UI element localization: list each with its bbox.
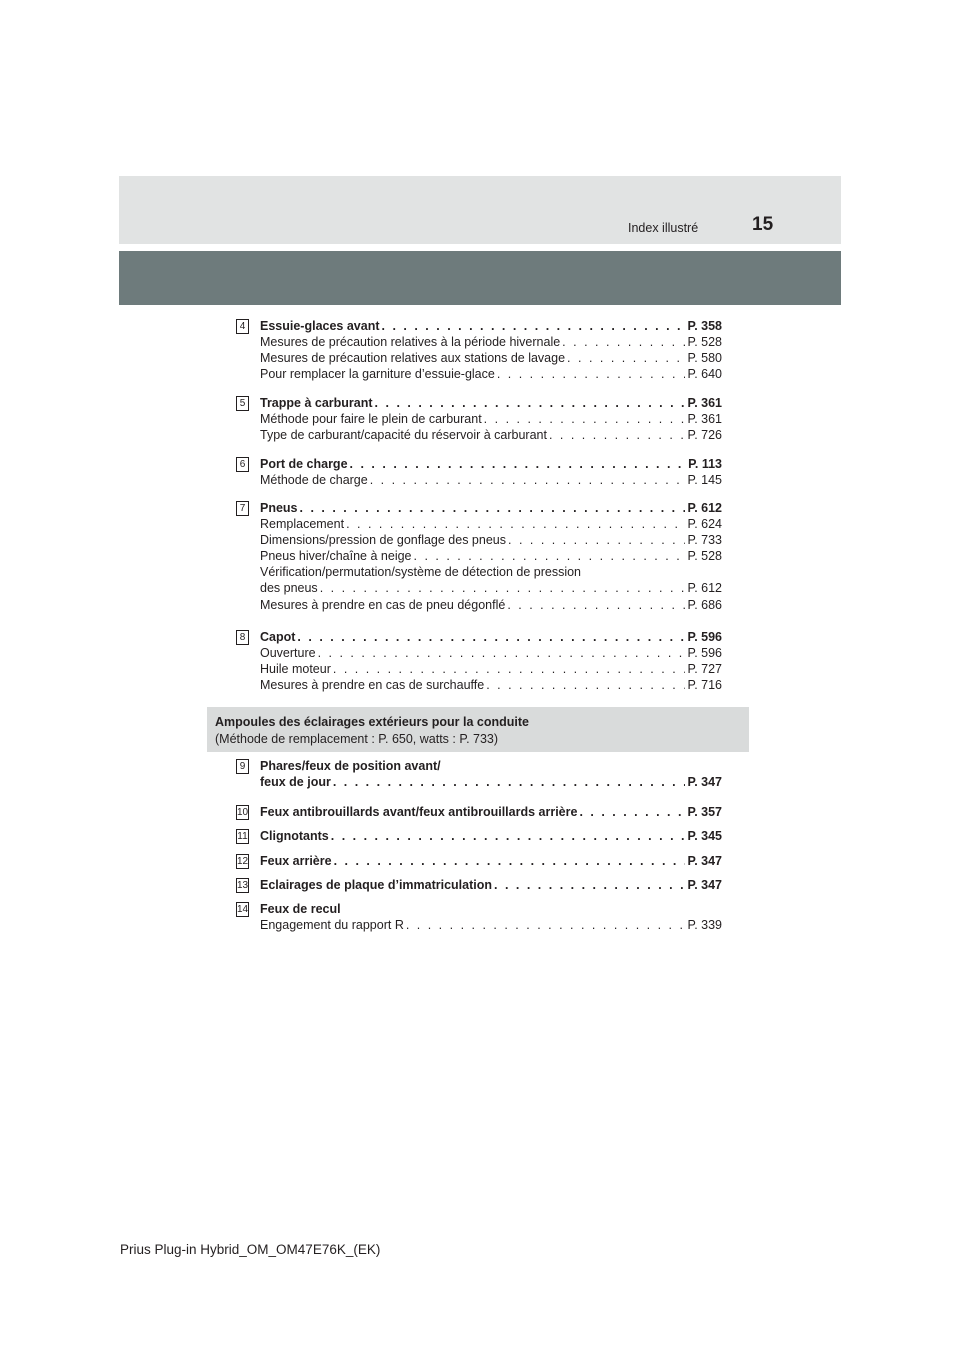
banner-title: Ampoules des éclairages extérieurs pour la conduite bbox=[215, 715, 529, 729]
entry-heading bbox=[260, 500, 722, 516]
index-entry bbox=[236, 804, 722, 820]
entry-heading bbox=[260, 629, 722, 645]
page-reference: P. 113 bbox=[688, 457, 722, 471]
entry-label: Vérification/permutation/système de détection de pression bbox=[260, 565, 582, 580]
page-reference: P. 624 bbox=[687, 517, 722, 532]
header-band bbox=[119, 176, 841, 244]
entry-heading bbox=[260, 456, 722, 472]
entry-label: Engagement du rapport R bbox=[260, 918, 404, 933]
entry-heading bbox=[260, 804, 722, 820]
leader-dots bbox=[370, 472, 686, 488]
page-reference: P. 727 bbox=[687, 662, 722, 677]
leader-dots bbox=[333, 774, 686, 790]
page-reference: P. 528 bbox=[687, 549, 722, 564]
leader-dots bbox=[494, 877, 685, 893]
entry-label: Mesures à prendre en cas de pneu dégonflé bbox=[260, 597, 506, 612]
callout-number-icon: 9 bbox=[236, 759, 249, 774]
leader-dots bbox=[414, 548, 686, 564]
entry-heading bbox=[260, 758, 722, 774]
entry-heading bbox=[260, 877, 722, 893]
page-reference: P. 596 bbox=[687, 630, 722, 644]
entry-label: Eclairages de plaque d’immatriculation bbox=[260, 878, 493, 892]
callout-number-icon: 12 bbox=[237, 856, 249, 867]
entry-label: Méthode de charge bbox=[260, 473, 368, 488]
page-reference: P. 361 bbox=[687, 412, 722, 427]
callout-number-icon: 5 bbox=[236, 396, 249, 411]
entry-label: Pneus bbox=[260, 501, 298, 515]
bulb-banner bbox=[207, 707, 749, 752]
page-reference: P. 528 bbox=[687, 335, 722, 350]
page-reference: P. 345 bbox=[687, 829, 722, 843]
entry-label: Mesures de précaution relatives aux stations de lavage bbox=[260, 351, 566, 366]
callout-number-icon: 14 bbox=[237, 904, 249, 915]
page-reference: P. 716 bbox=[687, 678, 722, 693]
index-entry bbox=[236, 828, 722, 844]
page-reference: P. 347 bbox=[687, 878, 722, 892]
entry-heading bbox=[260, 318, 722, 334]
entry-subitem bbox=[260, 516, 722, 532]
entry-heading bbox=[260, 828, 722, 844]
entry-label: Feux arrière bbox=[260, 854, 332, 868]
page-reference: P. 347 bbox=[687, 854, 722, 868]
index-entry bbox=[236, 629, 722, 693]
entry-label: Mesures à prendre en cas de surchauffe bbox=[260, 678, 485, 693]
leader-dots bbox=[382, 318, 686, 334]
page-reference: P. 612 bbox=[687, 581, 722, 596]
index-entry bbox=[236, 500, 722, 613]
entry-label: Mesures de précaution relatives à la période hivernale bbox=[260, 335, 561, 350]
page-reference: P. 357 bbox=[687, 805, 722, 819]
entry-subitem bbox=[260, 472, 722, 488]
leader-dots bbox=[333, 661, 686, 677]
entry-subitem bbox=[260, 334, 722, 350]
leader-dots bbox=[297, 629, 685, 645]
callout-number-icon: 8 bbox=[236, 630, 249, 645]
leader-dots bbox=[497, 366, 686, 382]
index-entry bbox=[236, 901, 722, 933]
callout-number-icon: 10 bbox=[237, 807, 249, 818]
page-reference: P. 347 bbox=[687, 775, 722, 790]
page-reference: P. 361 bbox=[687, 396, 722, 410]
entry-subitem bbox=[260, 645, 722, 661]
page-number: 15 bbox=[752, 214, 774, 235]
callout-number-icon: 13 bbox=[237, 880, 249, 891]
entry-label: Méthode pour faire le plein de carburant bbox=[260, 412, 482, 427]
entry-subitem bbox=[260, 532, 722, 548]
page-reference: P. 686 bbox=[687, 597, 722, 612]
entry-subitem bbox=[260, 917, 722, 933]
leader-dots bbox=[484, 411, 686, 427]
leader-dots bbox=[486, 677, 685, 693]
entry-label: Type de carburant/capacité du réservoir à carburant bbox=[260, 428, 547, 443]
entry-subitem bbox=[260, 564, 722, 580]
leader-dots bbox=[507, 597, 685, 613]
entry-label: Feux antibrouillards avant/feux antibrouillards arrière bbox=[260, 805, 578, 819]
leader-dots bbox=[508, 532, 685, 548]
page-reference: P. 145 bbox=[687, 473, 722, 488]
entry-label: Feux de recul bbox=[260, 902, 341, 916]
callout-number-icon: 6 bbox=[236, 457, 249, 472]
callout-number-icon: 4 bbox=[236, 319, 249, 334]
entry-label: Dimensions/pression de gonflage des pneus bbox=[260, 533, 506, 548]
entry-subitem bbox=[260, 548, 722, 564]
entry-label: Phares/feux de position avant/ bbox=[260, 759, 441, 773]
index-entry bbox=[236, 456, 722, 488]
entry-label: Essuie-glaces avant bbox=[260, 319, 380, 333]
entry-heading bbox=[260, 774, 722, 790]
entry-label: Ouverture bbox=[260, 646, 316, 661]
leader-dots bbox=[346, 516, 685, 532]
entry-label: Huile moteur bbox=[260, 662, 331, 677]
entry-subitem bbox=[260, 427, 722, 443]
leader-dots bbox=[320, 580, 686, 596]
page-reference: P. 726 bbox=[687, 428, 722, 443]
entry-heading bbox=[260, 853, 722, 869]
index-entry bbox=[236, 877, 722, 893]
entry-label: Capot bbox=[260, 630, 296, 644]
callout-number-icon: 11 bbox=[237, 831, 248, 842]
entry-label: Port de charge bbox=[260, 457, 348, 471]
entry-subitem bbox=[260, 366, 722, 382]
index-entry bbox=[236, 395, 722, 443]
entry-subitem bbox=[260, 350, 722, 366]
leader-dots bbox=[334, 853, 686, 869]
entry-heading bbox=[260, 901, 722, 917]
leader-dots bbox=[318, 645, 686, 661]
leader-dots bbox=[331, 828, 686, 844]
page-reference: P. 580 bbox=[687, 351, 722, 366]
page-reference: P. 358 bbox=[687, 319, 722, 333]
leader-dots bbox=[567, 350, 685, 366]
leader-dots bbox=[562, 334, 685, 350]
page-reference: P. 640 bbox=[687, 367, 722, 382]
entry-label: Pour remplacer la garniture d’essuie-glace bbox=[260, 367, 495, 382]
page-reference: P. 596 bbox=[687, 646, 722, 661]
leader-dots bbox=[375, 395, 686, 411]
entry-label: Trappe à carburant bbox=[260, 396, 373, 410]
entry-subitem bbox=[260, 411, 722, 427]
entry-label: des pneus bbox=[260, 581, 318, 596]
entry-subitem bbox=[260, 661, 722, 677]
index-entry bbox=[236, 318, 722, 382]
index-entry bbox=[236, 758, 722, 790]
header-dark-band bbox=[119, 251, 841, 305]
index-entry bbox=[236, 853, 722, 869]
entry-subitem bbox=[260, 580, 722, 596]
section-title: Index illustré bbox=[628, 221, 699, 235]
leader-dots bbox=[549, 427, 686, 443]
page-reference: P. 339 bbox=[687, 918, 722, 933]
leader-dots bbox=[350, 456, 687, 472]
entry-label: Clignotants bbox=[260, 829, 329, 843]
leader-dots bbox=[300, 500, 686, 516]
banner-subtitle: (Méthode de remplacement : P. 650, watts : P. 733) bbox=[215, 732, 499, 746]
callout-number-icon: 7 bbox=[236, 501, 249, 516]
entry-subitem bbox=[260, 597, 722, 613]
entry-subitem bbox=[260, 677, 722, 693]
entry-heading bbox=[260, 395, 722, 411]
leader-dots bbox=[579, 804, 685, 820]
page-reference: P. 733 bbox=[687, 533, 722, 548]
entry-label: feux de jour bbox=[260, 775, 331, 790]
entry-label: Remplacement bbox=[260, 517, 345, 532]
entry-label: Pneus hiver/chaîne à neige bbox=[260, 549, 412, 564]
leader-dots bbox=[406, 917, 686, 933]
footer-doc-id: Prius Plug-in Hybrid_OM_OM47E76K_(EK) bbox=[120, 1242, 381, 1257]
page-reference: P. 612 bbox=[687, 501, 722, 515]
